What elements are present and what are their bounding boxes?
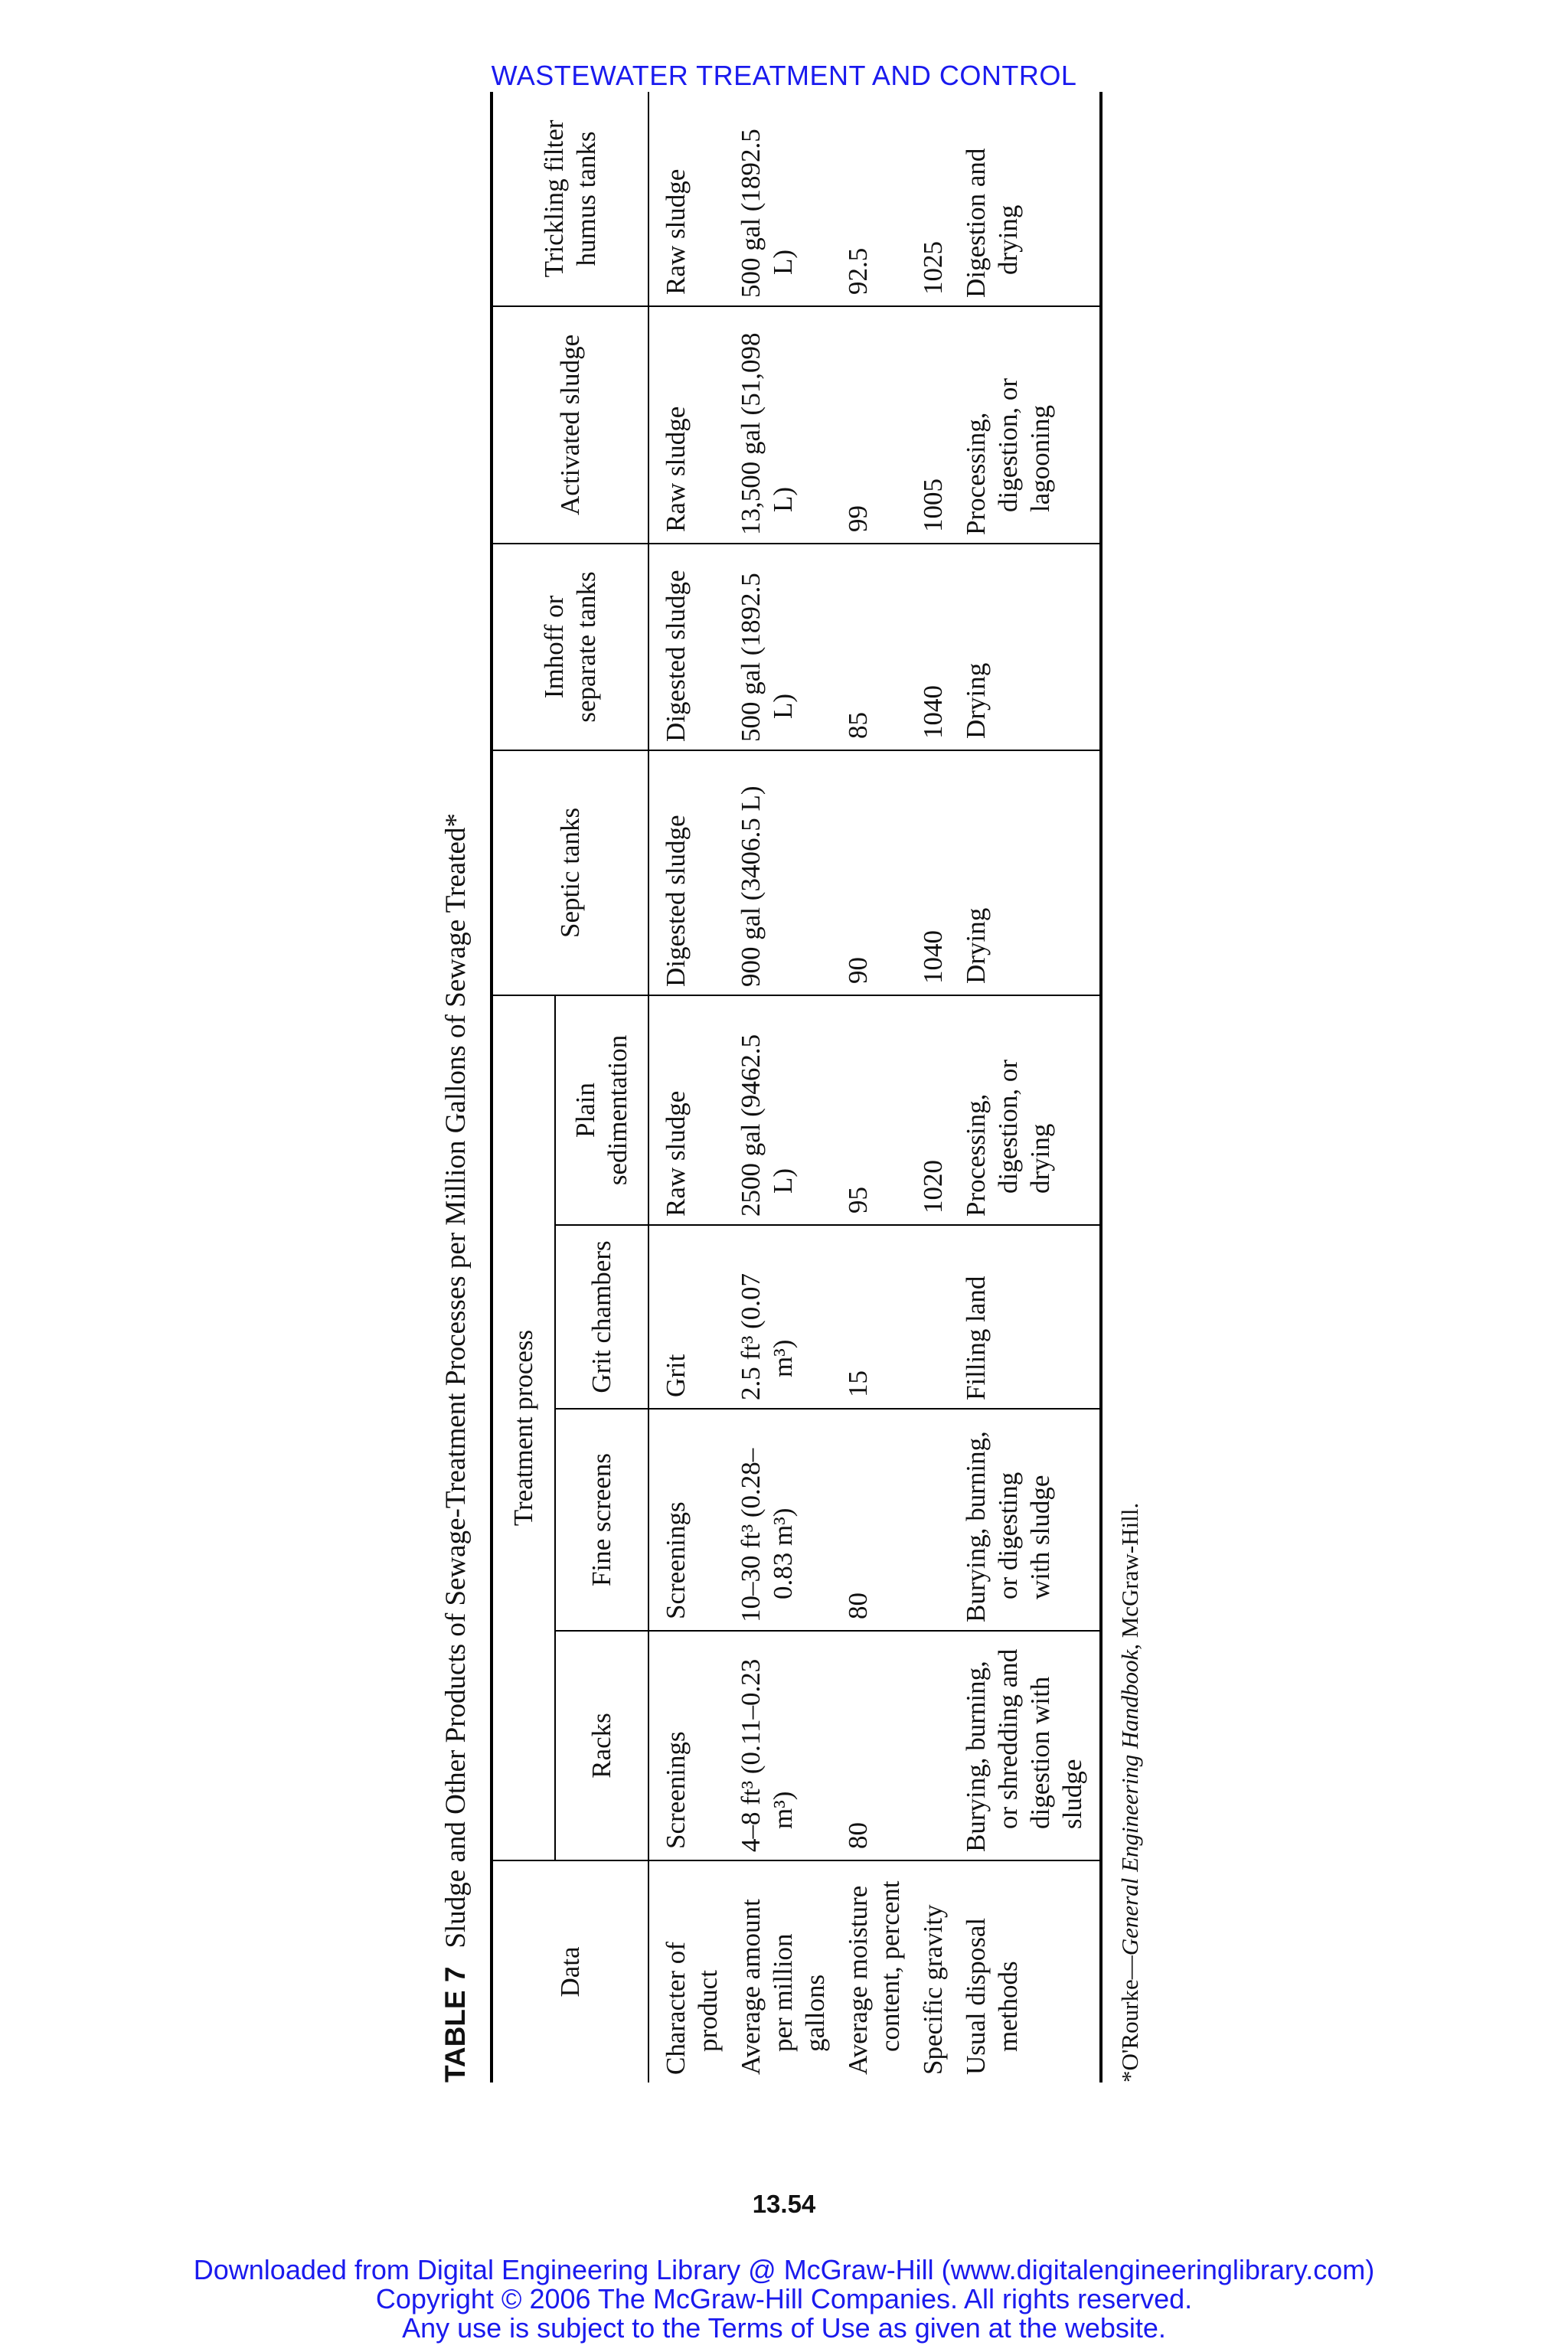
table-cell: Grit bbox=[648, 1225, 724, 1409]
row-label: Character of product bbox=[661, 1942, 723, 2075]
table-cell: 10–30 ft³ (0.28–0.83 m³) bbox=[724, 1409, 831, 1631]
table-row bbox=[906, 92, 949, 2082]
table-cell: Drying bbox=[949, 544, 1101, 750]
table-cell bbox=[906, 1409, 949, 1631]
table-cell: 4–8 ft³ (0.11–0.23 m³) bbox=[724, 1631, 831, 1860]
table-cell: Processing, digestion, or lagooning bbox=[949, 306, 1101, 544]
table-cell: Raw sludge bbox=[648, 995, 724, 1225]
header-treatment-process: Treatment process bbox=[492, 995, 555, 1860]
table-cell: Digested sludge bbox=[648, 544, 724, 750]
download-notice-link[interactable]: Downloaded from Digital Engineering Library @ McGraw-Hill (www.digitalengineeringlibrary.com) bbox=[193, 2254, 1375, 2285]
table-cell: Digestion and drying bbox=[949, 92, 1101, 306]
header-trickling: Trickling filter humus tanks bbox=[492, 92, 648, 306]
table-cell: 2.5 ft³ (0.07 m³) bbox=[724, 1225, 831, 1409]
table-cell: Burying, burning, or shredding and digestion with sludge bbox=[949, 1631, 1101, 1860]
table-row bbox=[724, 92, 831, 2082]
footnote-title: General Engineering Handbook bbox=[1116, 1649, 1143, 1956]
table-row bbox=[831, 92, 906, 2082]
table-cell: Screenings bbox=[648, 1631, 724, 1860]
table-cell: 2500 gal (9462.5 L) bbox=[724, 995, 831, 1225]
rotated-table-block bbox=[421, 92, 1439, 2082]
table-cell: 95 bbox=[831, 995, 906, 1225]
table-cell: 1025 bbox=[906, 92, 949, 306]
header-racks: Racks bbox=[555, 1631, 648, 1860]
table-cell: Screenings bbox=[648, 1409, 724, 1631]
table-cell: 1005 bbox=[906, 306, 949, 544]
table-cell: Raw sludge bbox=[648, 92, 724, 306]
table-cell: 85 bbox=[831, 544, 906, 750]
table-cell: Burying, burning, or digesting with sludge bbox=[949, 1409, 1101, 1631]
header-data: Data bbox=[492, 1860, 648, 2082]
running-head: WASTEWATER TREATMENT AND CONTROL bbox=[491, 60, 1077, 91]
header-fine-screens: Fine screens bbox=[555, 1409, 648, 1631]
row-label: Specific gravity bbox=[918, 1904, 948, 2075]
table-cell: 500 gal (1892.5 L) bbox=[724, 544, 831, 750]
table-cell: 13,500 gal (51,098 L) bbox=[724, 306, 831, 544]
table-cell: 1040 bbox=[906, 544, 949, 750]
table-title: Sludge and Other Products of Sewage-Treatment Processes per Million Gallons of Sewage Treated* bbox=[439, 813, 472, 1949]
table-cell: 900 gal (3406.5 L) bbox=[724, 750, 831, 995]
footnote-suffix: , McGraw-Hill. bbox=[1116, 1502, 1143, 1650]
table-cell bbox=[906, 1225, 949, 1409]
table-cell: 80 bbox=[831, 1631, 906, 1860]
table-row bbox=[949, 92, 1101, 2082]
table-label: TABLE 7 bbox=[439, 1966, 471, 2082]
header-plain-sedimentation: Plain sedimentation bbox=[555, 995, 648, 1225]
table-cell: 99 bbox=[831, 306, 906, 544]
table-cell: 80 bbox=[831, 1409, 906, 1631]
table-cell: 1040 bbox=[906, 750, 949, 995]
header-grit-chambers: Grit chambers bbox=[555, 1225, 648, 1409]
table-cell: 1020 bbox=[906, 995, 949, 1225]
table-caption bbox=[421, 92, 490, 2082]
header-activated: Activated sludge bbox=[492, 306, 648, 544]
table-cell: Digested sludge bbox=[648, 750, 724, 995]
table-cell: Filling land bbox=[949, 1225, 1101, 1409]
table-footnote bbox=[1116, 92, 1144, 2082]
sludge-table bbox=[490, 92, 1102, 2082]
row-label: Usual disposal methods bbox=[949, 1860, 1101, 2082]
header-septic: Septic tanks bbox=[492, 750, 648, 995]
table-cell: Raw sludge bbox=[648, 306, 724, 544]
table-cell bbox=[906, 1631, 949, 1860]
table-cell: Drying bbox=[949, 750, 1101, 995]
table-row bbox=[648, 92, 724, 2082]
terms-notice: Any use is subject to the Terms of Use as given at the website. bbox=[402, 2312, 1166, 2344]
footnote-prefix: *O'Rourke— bbox=[1116, 1955, 1143, 2082]
row-label: Average moisture content, percent bbox=[843, 1880, 905, 2075]
table-cell: 92.5 bbox=[831, 92, 906, 306]
row-label: Average amount per million gallons bbox=[736, 1899, 830, 2075]
table-cell: Processing, digestion, or drying bbox=[949, 995, 1101, 1225]
page-number: 13.54 bbox=[752, 2190, 816, 2218]
table-cell: 90 bbox=[831, 750, 906, 995]
copyright-notice: Copyright © 2006 The McGraw-Hill Companies. All rights reserved. bbox=[375, 2283, 1193, 2314]
table-cell: 15 bbox=[831, 1225, 906, 1409]
header-imhoff: Imhoff or separate tanks bbox=[492, 544, 648, 750]
table-cell: 500 gal (1892.5 L) bbox=[724, 92, 831, 306]
